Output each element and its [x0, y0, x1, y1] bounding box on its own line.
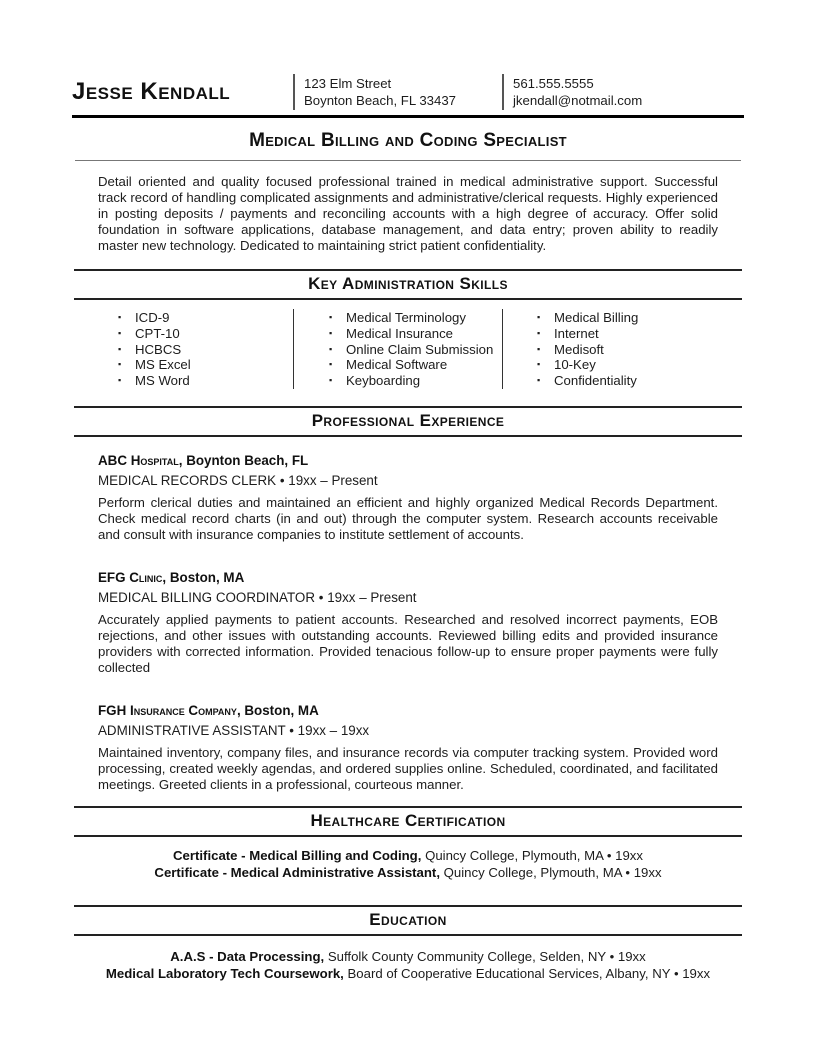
education-body: [72, 948, 744, 983]
job-title-line: [98, 588, 718, 608]
company-name: FGH Insurance Company: [98, 702, 237, 718]
skill-label: Medical Terminology: [346, 310, 466, 325]
bullet-icon: ▪: [329, 312, 333, 322]
education-title: A.A.S - Data Processing,: [170, 948, 325, 964]
address-cell: [293, 74, 502, 110]
job-entry: [98, 568, 718, 676]
section-heading-certification: Healthcare Certification: [74, 806, 742, 837]
company-line: [98, 451, 718, 471]
certification-detail: Quincy College, Plymouth, MA • 19xx: [440, 865, 662, 881]
skill-item: [329, 357, 502, 373]
skill-item: [329, 342, 502, 358]
skills-column-1: [72, 309, 293, 389]
bullet-icon: ▪: [118, 312, 122, 322]
education-item: [82, 948, 734, 966]
company-name: EFG Clinic: [98, 569, 163, 585]
education-title: Medical Laboratory Tech Coursework,: [105, 966, 344, 982]
person-name: Jesse Kendall: [72, 78, 231, 105]
skills-table: [72, 309, 744, 389]
skill-label: Keyboarding: [346, 373, 421, 389]
bullet-icon: ▪: [537, 327, 541, 338]
bullet-icon: ▪: [537, 375, 541, 386]
section-heading-experience: Professional Experience: [74, 406, 742, 437]
job-entry: [98, 451, 718, 543]
certification-title: Certificate - Medical Administrative Assistant,: [154, 865, 440, 881]
job-title-line: [98, 721, 718, 741]
job-description: Perform clerical duties and maintained an efficient and highly organized Medical Records Department. Check medical record charts (in and out) through the computer system. Research accounts receivable and consult with insurance companies to institute settlement of accounts.: [98, 494, 718, 542]
address-line-2: Boynton Beach, FL 33437: [304, 92, 457, 108]
job-title-line: [98, 471, 718, 491]
skill-item: [118, 373, 293, 389]
job-title: MEDICAL RECORDS CLERK: [98, 472, 277, 488]
job-description: Accurately applied payments to patient accounts. Researched and resolved incorrect payments, EOB rejections, and other issues with outstanding accounts. Reviewed billing edits and provided insurance providers with corrected information. Provided tenacious follow-up to ensure proper payments were fully collected: [98, 611, 718, 675]
company-name: ABC Hospital: [98, 452, 179, 468]
job-dates: 19xx – 19xx: [297, 722, 370, 738]
skill-item: [537, 342, 744, 358]
skill-label: Internet: [554, 325, 599, 341]
certification-body: [72, 847, 744, 882]
skill-label: MS Word: [135, 373, 190, 389]
bullet-icon: ▪: [329, 327, 333, 338]
job-title: MEDICAL BILLING COORDINATOR: [98, 589, 316, 605]
bullet-icon: •: [318, 589, 324, 605]
job-dates: 19xx – Present: [288, 472, 378, 488]
bullet-icon: •: [279, 472, 285, 488]
skill-label: Online Claim Submission: [346, 341, 494, 357]
skill-item: [329, 326, 502, 342]
email-address: jkendall@notmail.com: [513, 92, 643, 108]
bullet-icon: •: [289, 722, 294, 738]
skill-item: [537, 326, 744, 342]
education-item: [82, 965, 734, 983]
certification-item: [82, 847, 734, 865]
bullet-icon: ▪: [118, 359, 122, 370]
resume-title: Medical Billing and Coding Specialist: [249, 130, 567, 151]
job-description: Maintained inventory, company files, and insurance records via computer tracking system. Provided word processing, created weekly agendas, and ordered supplies online. Scheduled, coordinated, and facilitated meetings. Greeted clients in a professional, courteous manner.: [98, 744, 718, 792]
company-line: [98, 701, 718, 721]
skill-item: [329, 373, 502, 389]
skill-label: ICD-9: [135, 310, 170, 325]
name-cell: [72, 74, 293, 110]
company-line: [98, 568, 718, 588]
bullet-icon: ▪: [118, 327, 122, 338]
company-location: , Boynton Beach, FL: [178, 452, 309, 468]
bullet-icon: ▪: [118, 375, 122, 386]
skill-item: [118, 310, 293, 326]
skill-label: Medical Software: [346, 357, 448, 373]
skill-label: Medical Billing: [554, 310, 639, 325]
skill-item: [118, 342, 293, 358]
skill-label: CPT-10: [135, 325, 180, 341]
skills-column-2: [293, 309, 502, 389]
skill-label: 10-Key: [554, 357, 596, 373]
skill-item: [118, 357, 293, 373]
bullet-icon: ▪: [118, 343, 122, 354]
bullet-icon: ▪: [537, 312, 541, 322]
resume-header: [72, 74, 744, 118]
education-detail: Board of Cooperative Educational Services, Albany, NY • 19xx: [343, 966, 711, 982]
certification-item: [82, 864, 734, 882]
skill-item: [537, 357, 744, 373]
experience-body: [72, 437, 744, 793]
skill-item: [537, 310, 744, 326]
job-dates: 19xx – Present: [327, 589, 417, 605]
skill-label: HCBCS: [135, 341, 182, 357]
job-title: ADMINISTRATIVE ASSISTANT: [98, 722, 286, 738]
certification-title: Certificate - Medical Billing and Coding,: [173, 847, 422, 863]
skill-item: [118, 326, 293, 342]
skills-column-3: [502, 309, 744, 389]
bullet-icon: ▪: [329, 359, 333, 370]
certification-detail: Quincy College, Plymouth, MA • 19xx: [421, 847, 643, 863]
skill-label: Confidentiality: [554, 373, 637, 389]
bullet-icon: ▪: [329, 343, 333, 354]
summary-paragraph: Detail oriented and quality focused professional trained in medical administrative support. Successful track record of handling complicated assignments and administrative/clerical requests. Highly experienced in posting deposits / payments and reconciling accounts with a high degree of accuracy. Offer solid foundation in software applications, database management, and data entry; proven ability to readily master new technology. Dedicated to maintaining strict patient confidentiality.: [98, 174, 718, 253]
section-heading-skills: Key Administration Skills: [74, 269, 742, 300]
section-heading-education: Education: [74, 905, 742, 936]
title-underline: [75, 160, 741, 161]
bullet-icon: ▪: [537, 343, 541, 354]
education-detail: Suffolk County Community College, Selden, NY • 19xx: [324, 948, 646, 964]
address-line-1: 123 Elm Street: [304, 76, 392, 91]
skill-item: [329, 310, 502, 326]
skill-label: MS Excel: [135, 357, 191, 373]
skill-item: [537, 373, 744, 389]
bullet-icon: ▪: [329, 375, 333, 386]
company-location: , Boston, MA: [162, 569, 245, 585]
skill-label: Medisoft: [554, 341, 604, 357]
skill-label: Medical Insurance: [346, 325, 454, 341]
contact-cell: [502, 74, 744, 110]
phone-number: 561.555.5555: [513, 76, 594, 91]
company-location: , Boston, MA: [236, 702, 319, 718]
job-entry: [98, 701, 718, 793]
bullet-icon: ▪: [537, 359, 541, 370]
